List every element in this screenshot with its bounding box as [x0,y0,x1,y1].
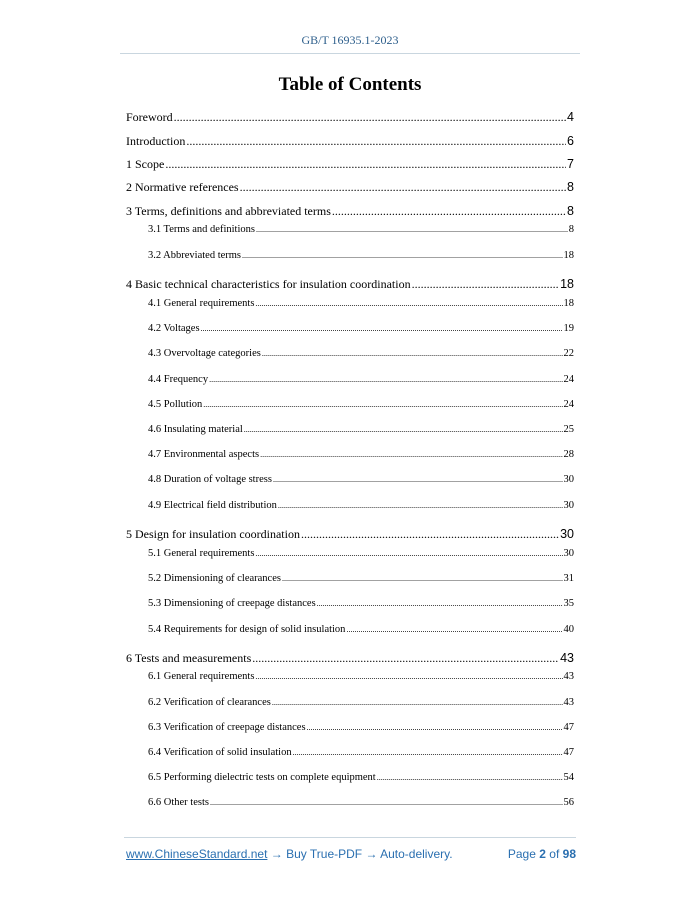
toc-entry-page: 25 [563,424,574,435]
footer [126,847,576,861]
toc-leader-dots [301,527,559,542]
toc-entry[interactable] [148,598,574,609]
toc-entry-page: 30 [563,500,574,511]
toc-entry-page: 30 [563,474,574,485]
toc-entry-label: 6.2 Verification of clearances [148,697,271,708]
toc-leader-dots [262,348,563,359]
footer-divider [124,837,576,838]
toc-leader-dots [244,424,563,435]
toc-entry-page: 56 [563,797,574,808]
toc-entry-page: 4 [567,110,574,124]
page-indicator [508,847,576,861]
toc-entry-label: 3 Terms, definitions and abbreviated terms [126,204,331,218]
toc-entry[interactable] [148,671,574,682]
toc-entry-page: 43 [563,671,574,682]
toc-entry[interactable] [148,424,574,435]
toc-entry[interactable] [148,573,574,584]
toc-entry[interactable] [148,399,574,410]
toc-entry-page: 22 [563,348,574,359]
toc-leader-dots [186,134,566,149]
toc-leader-dots [377,772,563,783]
toc-leader-dots [255,298,562,309]
toc-leader-dots [293,747,563,758]
page-word: Page [507,847,536,861]
toc-entry-page: 30 [560,527,574,541]
toc-entry[interactable] [148,772,574,783]
toc-entry-label: 5 Design for insulation coordination [126,527,300,541]
toc-entry-label: 6 Tests and measurements [126,651,252,665]
total-pages-number: 98 [562,847,576,861]
toc-entry-page: 7 [567,157,574,171]
toc-leader-dots [260,449,562,460]
toc-entry-page: 24 [563,399,574,410]
toc-entry-page: 43 [560,651,574,665]
toc-leader-dots [252,651,559,666]
toc-entry-label: 5.3 Dimensioning of creepage distances [148,598,316,609]
toc-leader-dots [317,598,563,609]
toc-entry-label: 6.3 Verification of creepage distances [148,722,306,733]
toc-entry[interactable] [126,204,574,219]
toc-entry[interactable] [148,747,574,758]
toc-entry-label: 4.6 Insulating material [148,424,243,435]
toc-leader-dots [255,548,562,559]
header-divider [120,53,580,54]
toc-entry-page: 8 [567,180,574,194]
toc-entry[interactable] [148,224,574,235]
toc-entry-page: 31 [563,573,574,584]
toc-entry[interactable] [126,157,574,172]
toc-entry-page: 8 [567,204,574,218]
toc-entry-label: 6.4 Verification of solid insulation [148,747,292,758]
toc-entry-label: 4.1 General requirements [148,298,255,309]
toc-entry[interactable] [126,110,574,125]
toc-entry-page: 47 [563,747,574,758]
toc-entry-page: 19 [563,323,574,334]
toc-entry[interactable] [126,527,574,542]
toc-entry-page: 47 [563,722,574,733]
toc-entry-page: 30 [563,548,574,559]
toc-entry-label: 4.3 Overvoltage categories [148,348,261,359]
toc-entry[interactable] [148,548,574,559]
toc-entry[interactable] [126,134,574,149]
toc-entry[interactable] [148,722,574,733]
toc-leader-dots [278,500,563,511]
toc-entry-page: 18 [563,298,574,309]
toc-leader-dots [255,671,562,682]
toc-entry[interactable] [148,500,574,511]
current-page-number: 2 [539,847,546,861]
toc-leader-dots [256,224,568,235]
toc-entry-label: Foreword [126,110,173,124]
toc-entry[interactable] [148,374,574,385]
toc-entry-label: 1 Scope [126,157,165,171]
toc-entry-page: 43 [563,697,574,708]
toc-leader-dots [203,399,562,410]
toc-entry[interactable] [126,277,574,292]
toc-entry[interactable] [148,250,574,261]
toc-entry[interactable] [126,651,574,666]
toc-entry-label: 6.6 Other tests [148,797,209,808]
toc-leader-dots [165,157,566,172]
footer-tagline: → Buy True-PDF → Auto-delivery. [267,847,453,861]
toc-entry[interactable] [148,474,574,485]
toc-entry-label: 5.1 General requirements [148,548,255,559]
toc-leader-dots [210,797,563,808]
toc-entry[interactable] [148,298,574,309]
toc-leader-dots [242,250,562,261]
toc-leader-dots [273,474,563,485]
toc-leader-dots [272,697,563,708]
toc-entry-label: 2 Normative references [126,180,239,194]
toc-entry-label: 4.7 Environmental aspects [148,449,260,460]
toc-leader-dots [240,180,566,195]
toc-entry-label: 3.2 Abbreviated terms [148,250,242,261]
website-link[interactable]: www.ChineseStandard.net [126,847,268,861]
standard-code: GB/T 16935.1-2023 [301,33,399,47]
page-title: Table of Contents [278,74,422,95]
toc-entry-page: 18 [563,250,574,261]
toc-entry[interactable] [148,449,574,460]
toc-entry[interactable] [148,323,574,334]
toc-entry[interactable] [148,697,574,708]
toc-entry-label: 4 Basic technical characteristics for insulation coordination [126,277,411,291]
toc-entry-page: 28 [563,449,574,460]
toc-entry-label: 6.5 Performing dielectric tests on complete equipment [148,772,376,783]
toc-leader-dots [307,722,563,733]
toc-leader-dots [412,277,560,292]
toc-entry-label: 5.2 Dimensioning of clearances [148,573,281,584]
toc-entry-page: 8 [568,224,574,235]
toc-entry-label: 4.4 Frequency [148,374,209,385]
of-word: of [549,847,560,861]
toc-entry-page: 35 [563,598,574,609]
toc-entry-page: 40 [563,624,574,635]
toc-entry[interactable] [126,180,574,195]
toc-entry-label: 4.5 Pollution [148,399,203,410]
toc-entry-label: 6.1 General requirements [148,671,255,682]
toc-entry[interactable] [148,348,574,359]
toc-leader-dots [332,204,566,219]
toc-entry[interactable] [148,797,574,808]
toc-leader-dots [282,573,563,584]
toc-entry-label: 3.1 Terms and definitions [148,224,255,235]
toc-entry-label: 4.8 Duration of voltage stress [148,474,272,485]
toc-entry-label: Introduction [126,134,186,148]
toc-entry-page: 24 [563,374,574,385]
toc-leader-dots [174,110,566,125]
toc-entry[interactable] [148,624,574,635]
toc-entry-page: 54 [563,772,574,783]
toc-leader-dots [209,374,562,385]
toc-leader-dots [346,624,562,635]
toc-entry-label: 4.9 Electrical field distribution [148,500,277,511]
toc-entry-page: 18 [560,277,574,291]
toc-entry-page: 6 [567,134,574,148]
toc-entry-label: 5.4 Requirements for design of solid insulation [148,624,346,635]
toc-entry-label: 4.2 Voltages [148,323,200,334]
toc-leader-dots [201,323,563,334]
